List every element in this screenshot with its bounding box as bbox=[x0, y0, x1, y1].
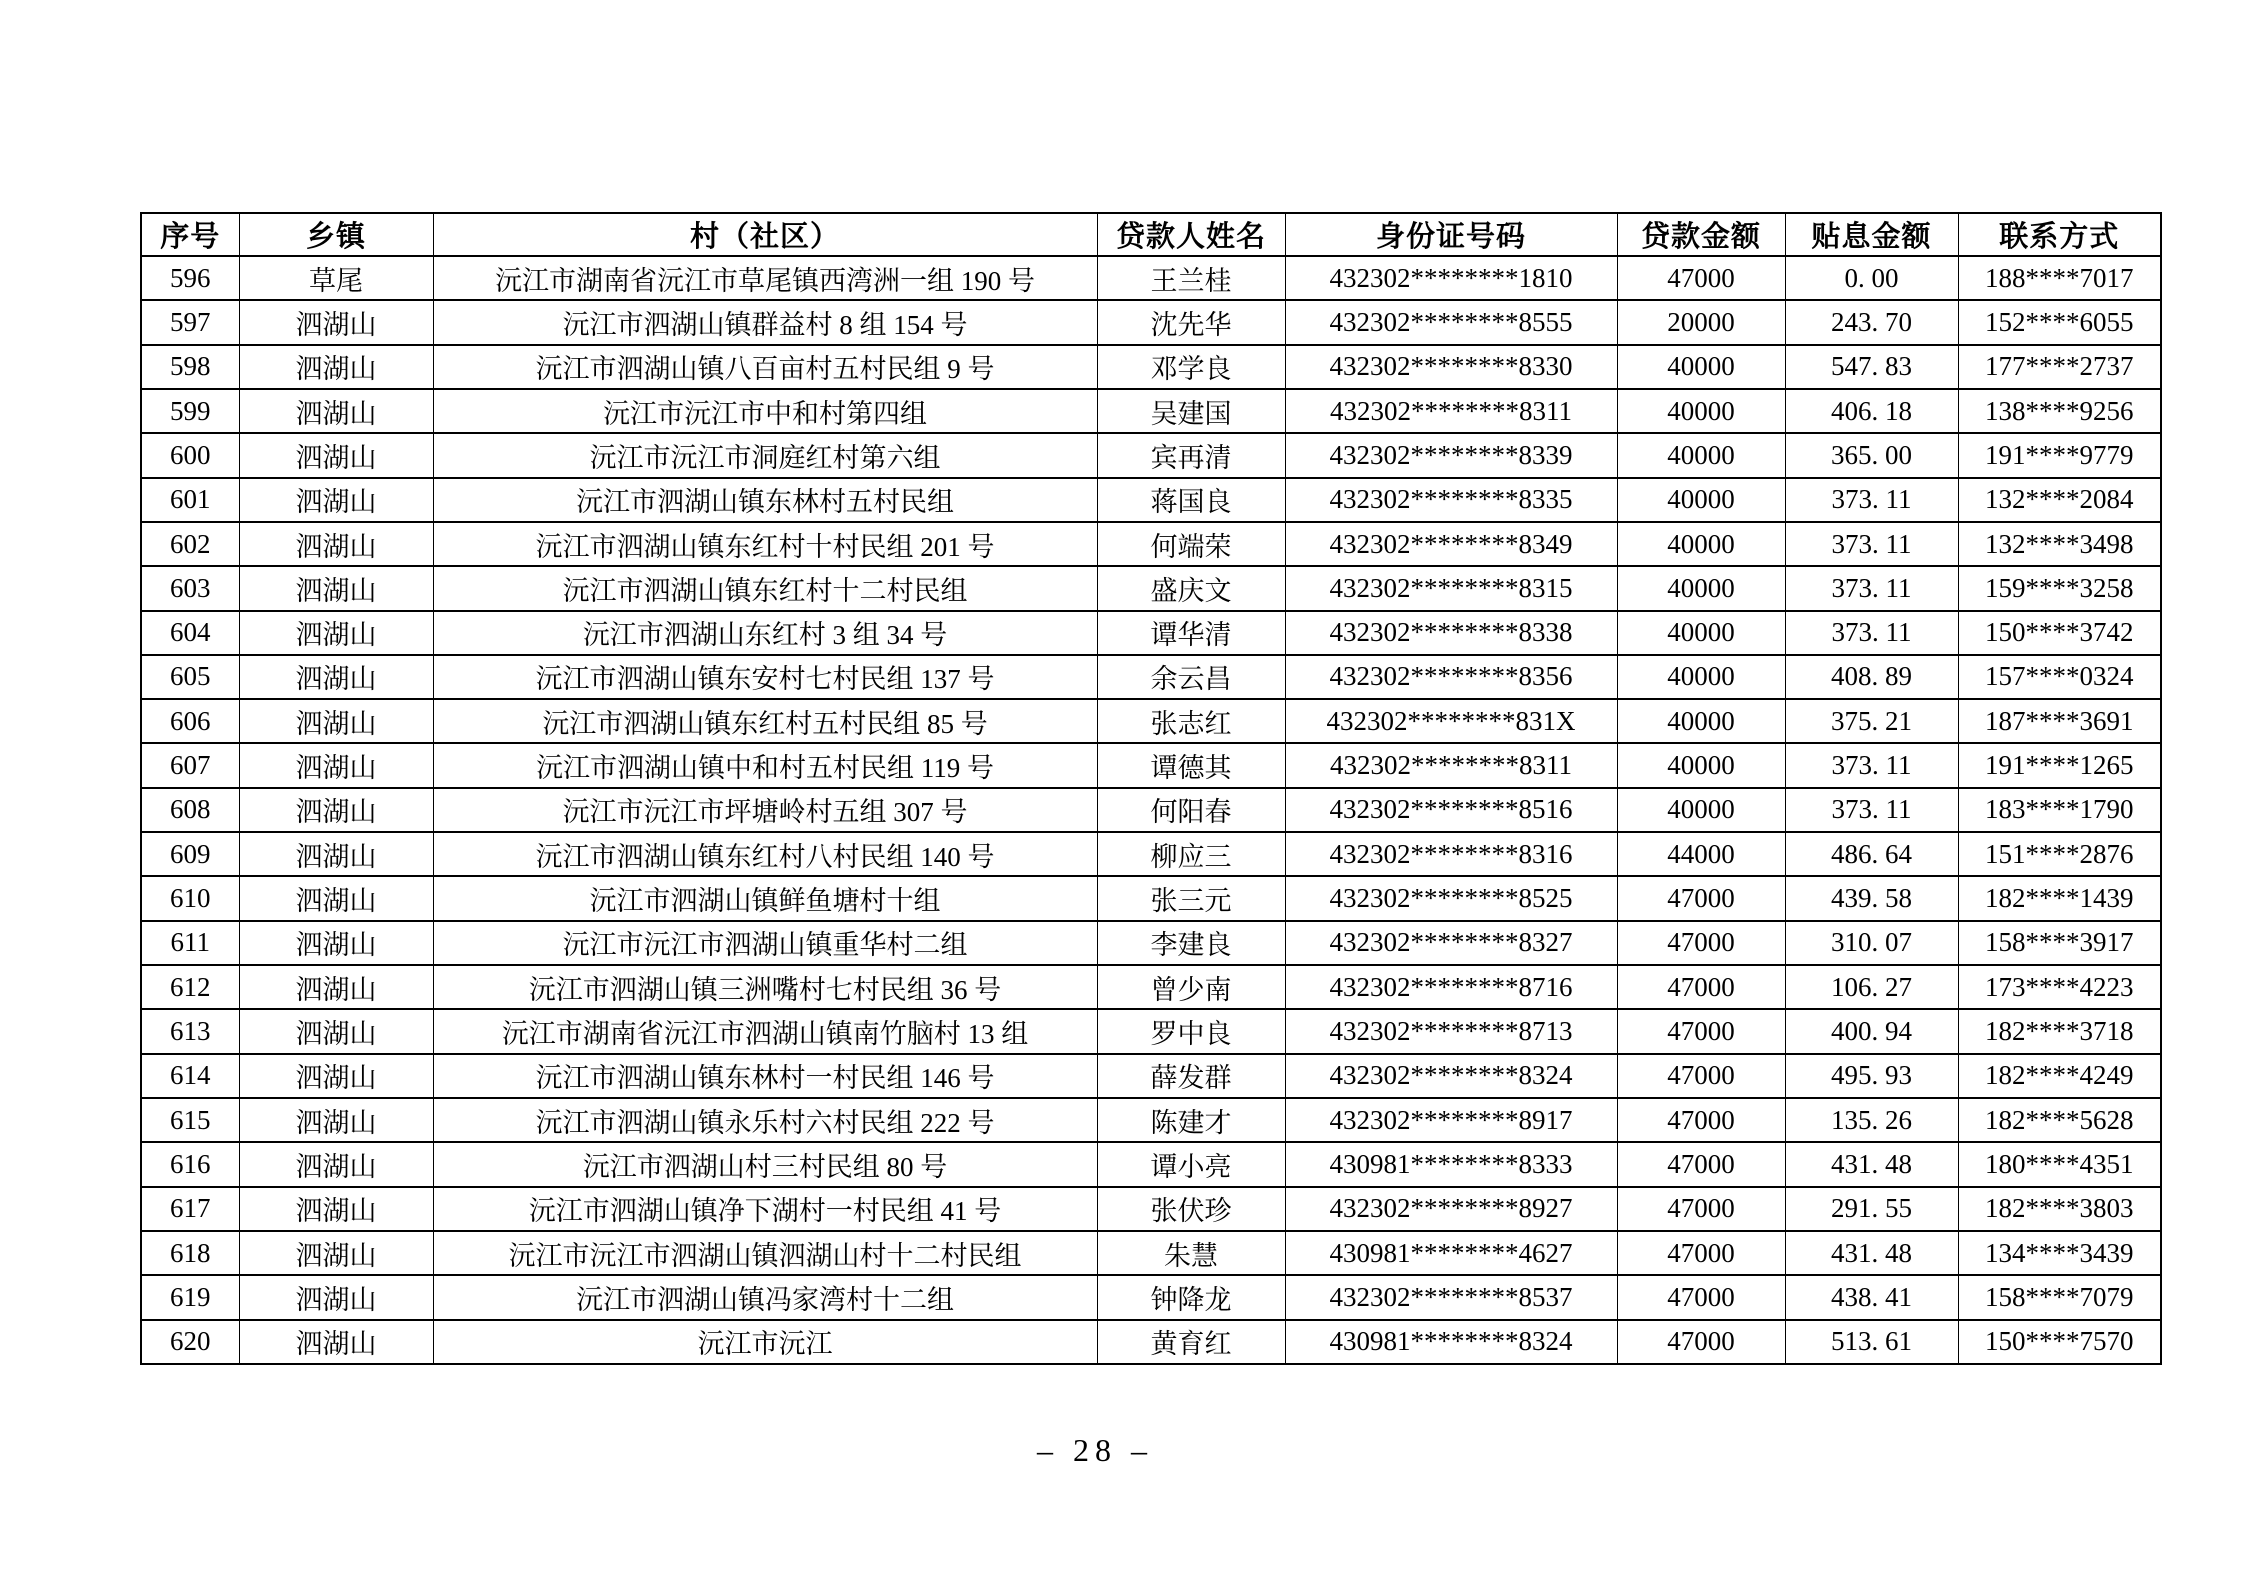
table-body bbox=[141, 256, 2161, 1364]
cell-index: 598 bbox=[141, 345, 239, 389]
table-row bbox=[141, 1142, 2161, 1186]
cell-subsidy-amount: 373. 11 bbox=[1785, 788, 1958, 832]
cell-contact: 183****1790 bbox=[1958, 788, 2161, 832]
cell-index: 599 bbox=[141, 389, 239, 433]
cell-index: 603 bbox=[141, 566, 239, 610]
cell-village: 沅江市泗湖山镇冯家湾村十二组 bbox=[433, 1275, 1097, 1319]
cell-loan-amount: 40000 bbox=[1617, 478, 1785, 522]
column-header-borrower-name: 贷款人姓名 bbox=[1097, 213, 1285, 256]
cell-township: 泗湖山 bbox=[239, 522, 433, 566]
cell-loan-amount: 40000 bbox=[1617, 433, 1785, 477]
cell-id-number: 430981********8333 bbox=[1285, 1142, 1617, 1186]
cell-village: 沅江市沅江市泗湖山镇重华村二组 bbox=[433, 921, 1097, 965]
cell-township: 泗湖山 bbox=[239, 743, 433, 787]
table-row bbox=[141, 1275, 2161, 1319]
cell-loan-amount: 47000 bbox=[1617, 1187, 1785, 1231]
cell-index: 618 bbox=[141, 1231, 239, 1275]
cell-township: 泗湖山 bbox=[239, 566, 433, 610]
cell-index: 607 bbox=[141, 743, 239, 787]
cell-index: 602 bbox=[141, 522, 239, 566]
cell-borrower-name: 沈先华 bbox=[1097, 300, 1285, 344]
cell-index: 601 bbox=[141, 478, 239, 522]
cell-id-number: 432302********1810 bbox=[1285, 256, 1617, 300]
cell-index: 620 bbox=[141, 1320, 239, 1365]
cell-contact: 150****7570 bbox=[1958, 1320, 2161, 1365]
cell-township: 草尾 bbox=[239, 256, 433, 300]
cell-index: 596 bbox=[141, 256, 239, 300]
cell-township: 泗湖山 bbox=[239, 1320, 433, 1365]
cell-township: 泗湖山 bbox=[239, 921, 433, 965]
cell-loan-amount: 20000 bbox=[1617, 300, 1785, 344]
column-header-index: 序号 bbox=[141, 213, 239, 256]
cell-loan-amount: 47000 bbox=[1617, 1275, 1785, 1319]
table-row bbox=[141, 256, 2161, 300]
cell-loan-amount: 40000 bbox=[1617, 611, 1785, 655]
cell-borrower-name: 薛发群 bbox=[1097, 1054, 1285, 1098]
table-row bbox=[141, 566, 2161, 610]
cell-id-number: 432302********8555 bbox=[1285, 300, 1617, 344]
table-row bbox=[141, 1231, 2161, 1275]
cell-subsidy-amount: 547. 83 bbox=[1785, 345, 1958, 389]
cell-subsidy-amount: 365. 00 bbox=[1785, 433, 1958, 477]
cell-contact: 132****3498 bbox=[1958, 522, 2161, 566]
table-row bbox=[141, 1054, 2161, 1098]
cell-id-number: 432302********8335 bbox=[1285, 478, 1617, 522]
cell-id-number: 432302********8324 bbox=[1285, 1054, 1617, 1098]
cell-village: 沅江市沅江 bbox=[433, 1320, 1097, 1365]
cell-loan-amount: 47000 bbox=[1617, 1098, 1785, 1142]
cell-loan-amount: 47000 bbox=[1617, 1009, 1785, 1053]
table-row bbox=[141, 788, 2161, 832]
cell-village: 沅江市泗湖山镇东林村五村民组 bbox=[433, 478, 1097, 522]
cell-index: 615 bbox=[141, 1098, 239, 1142]
cell-village: 沅江市泗湖山镇东红村十村民组 201 号 bbox=[433, 522, 1097, 566]
table-row bbox=[141, 965, 2161, 1009]
cell-index: 612 bbox=[141, 965, 239, 1009]
table-row bbox=[141, 876, 2161, 920]
cell-index: 611 bbox=[141, 921, 239, 965]
cell-village: 沅江市湖南省沅江市草尾镇西湾洲一组 190 号 bbox=[433, 256, 1097, 300]
cell-subsidy-amount: 438. 41 bbox=[1785, 1275, 1958, 1319]
cell-subsidy-amount: 106. 27 bbox=[1785, 965, 1958, 1009]
cell-id-number: 430981********8324 bbox=[1285, 1320, 1617, 1365]
cell-id-number: 432302********8339 bbox=[1285, 433, 1617, 477]
cell-contact: 152****6055 bbox=[1958, 300, 2161, 344]
cell-village: 沅江市泗湖山镇八百亩村五村民组 9 号 bbox=[433, 345, 1097, 389]
table-row bbox=[141, 1098, 2161, 1142]
cell-contact: 191****1265 bbox=[1958, 743, 2161, 787]
table-row bbox=[141, 611, 2161, 655]
cell-index: 597 bbox=[141, 300, 239, 344]
table-row bbox=[141, 699, 2161, 743]
cell-index: 613 bbox=[141, 1009, 239, 1053]
table-header bbox=[141, 213, 2161, 256]
cell-id-number: 432302********8927 bbox=[1285, 1187, 1617, 1231]
cell-township: 泗湖山 bbox=[239, 1142, 433, 1186]
cell-contact: 182****3718 bbox=[1958, 1009, 2161, 1053]
cell-borrower-name: 谭德其 bbox=[1097, 743, 1285, 787]
cell-loan-amount: 47000 bbox=[1617, 1142, 1785, 1186]
cell-id-number: 432302********8315 bbox=[1285, 566, 1617, 610]
column-header-village: 村（社区） bbox=[433, 213, 1097, 256]
table-row bbox=[141, 743, 2161, 787]
column-header-id-number: 身份证号码 bbox=[1285, 213, 1617, 256]
cell-borrower-name: 谭华清 bbox=[1097, 611, 1285, 655]
cell-subsidy-amount: 0. 00 bbox=[1785, 256, 1958, 300]
cell-contact: 187****3691 bbox=[1958, 699, 2161, 743]
cell-subsidy-amount: 135. 26 bbox=[1785, 1098, 1958, 1142]
cell-village: 沅江市泗湖山镇东红村十二村民组 bbox=[433, 566, 1097, 610]
cell-id-number: 432302********8356 bbox=[1285, 655, 1617, 699]
cell-village: 沅江市泗湖山镇净下湖村一村民组 41 号 bbox=[433, 1187, 1097, 1231]
column-header-subsidy-amount: 贴息金额 bbox=[1785, 213, 1958, 256]
cell-subsidy-amount: 400. 94 bbox=[1785, 1009, 1958, 1053]
cell-village: 沅江市泗湖山镇永乐村六村民组 222 号 bbox=[433, 1098, 1097, 1142]
cell-village: 沅江市泗湖山镇东红村五村民组 85 号 bbox=[433, 699, 1097, 743]
table-row bbox=[141, 1320, 2161, 1365]
cell-loan-amount: 40000 bbox=[1617, 699, 1785, 743]
cell-borrower-name: 朱慧 bbox=[1097, 1231, 1285, 1275]
cell-borrower-name: 李建良 bbox=[1097, 921, 1285, 965]
cell-contact: 188****7017 bbox=[1958, 256, 2161, 300]
cell-id-number: 432302********8537 bbox=[1285, 1275, 1617, 1319]
column-header-loan-amount: 贷款金额 bbox=[1617, 213, 1785, 256]
cell-id-number: 432302********8316 bbox=[1285, 832, 1617, 876]
cell-village: 沅江市湖南省沅江市泗湖山镇南竹脑村 13 组 bbox=[433, 1009, 1097, 1053]
cell-contact: 138****9256 bbox=[1958, 389, 2161, 433]
cell-contact: 182****5628 bbox=[1958, 1098, 2161, 1142]
cell-id-number: 432302********8311 bbox=[1285, 389, 1617, 433]
cell-township: 泗湖山 bbox=[239, 611, 433, 655]
table-row bbox=[141, 921, 2161, 965]
cell-village: 沅江市沅江市泗湖山镇泗湖山村十二村民组 bbox=[433, 1231, 1097, 1275]
table-row bbox=[141, 478, 2161, 522]
cell-loan-amount: 40000 bbox=[1617, 345, 1785, 389]
cell-subsidy-amount: 406. 18 bbox=[1785, 389, 1958, 433]
cell-contact: 157****0324 bbox=[1958, 655, 2161, 699]
table-row bbox=[141, 345, 2161, 389]
cell-contact: 158****3917 bbox=[1958, 921, 2161, 965]
cell-id-number: 432302********8713 bbox=[1285, 1009, 1617, 1053]
cell-borrower-name: 吴建国 bbox=[1097, 389, 1285, 433]
cell-subsidy-amount: 373. 11 bbox=[1785, 743, 1958, 787]
cell-loan-amount: 40000 bbox=[1617, 522, 1785, 566]
cell-township: 泗湖山 bbox=[239, 876, 433, 920]
cell-loan-amount: 47000 bbox=[1617, 1320, 1785, 1365]
cell-borrower-name: 钟降龙 bbox=[1097, 1275, 1285, 1319]
cell-loan-amount: 47000 bbox=[1617, 1231, 1785, 1275]
cell-id-number: 432302********8516 bbox=[1285, 788, 1617, 832]
cell-contact: 173****4223 bbox=[1958, 965, 2161, 1009]
cell-village: 沅江市泗湖山镇中和村五村民组 119 号 bbox=[433, 743, 1097, 787]
cell-subsidy-amount: 495. 93 bbox=[1785, 1054, 1958, 1098]
cell-id-number: 432302********8311 bbox=[1285, 743, 1617, 787]
cell-subsidy-amount: 486. 64 bbox=[1785, 832, 1958, 876]
cell-borrower-name: 王兰桂 bbox=[1097, 256, 1285, 300]
loan-subsidy-table bbox=[140, 212, 2162, 1365]
cell-contact: 182****3803 bbox=[1958, 1187, 2161, 1231]
cell-village: 沅江市泗湖山镇群益村 8 组 154 号 bbox=[433, 300, 1097, 344]
cell-contact: 191****9779 bbox=[1958, 433, 2161, 477]
cell-loan-amount: 40000 bbox=[1617, 743, 1785, 787]
cell-contact: 182****1439 bbox=[1958, 876, 2161, 920]
cell-index: 617 bbox=[141, 1187, 239, 1231]
cell-village: 沅江市沅江市中和村第四组 bbox=[433, 389, 1097, 433]
cell-id-number: 432302********8525 bbox=[1285, 876, 1617, 920]
cell-subsidy-amount: 373. 11 bbox=[1785, 566, 1958, 610]
cell-village: 沅江市沅江市坪塘岭村五组 307 号 bbox=[433, 788, 1097, 832]
cell-borrower-name: 蒋国良 bbox=[1097, 478, 1285, 522]
cell-subsidy-amount: 408. 89 bbox=[1785, 655, 1958, 699]
cell-contact: 182****4249 bbox=[1958, 1054, 2161, 1098]
cell-borrower-name: 盛庆文 bbox=[1097, 566, 1285, 610]
cell-township: 泗湖山 bbox=[239, 1098, 433, 1142]
cell-loan-amount: 47000 bbox=[1617, 1054, 1785, 1098]
cell-id-number: 432302********8917 bbox=[1285, 1098, 1617, 1142]
cell-id-number: 432302********831X bbox=[1285, 699, 1617, 743]
cell-township: 泗湖山 bbox=[239, 1187, 433, 1231]
cell-subsidy-amount: 431. 48 bbox=[1785, 1231, 1958, 1275]
cell-borrower-name: 张三元 bbox=[1097, 876, 1285, 920]
table-row bbox=[141, 433, 2161, 477]
cell-village: 沅江市泗湖山镇鲜鱼塘村十组 bbox=[433, 876, 1097, 920]
table-row bbox=[141, 1009, 2161, 1053]
cell-index: 600 bbox=[141, 433, 239, 477]
column-header-contact: 联系方式 bbox=[1958, 213, 2161, 256]
cell-loan-amount: 44000 bbox=[1617, 832, 1785, 876]
cell-index: 609 bbox=[141, 832, 239, 876]
cell-subsidy-amount: 243. 70 bbox=[1785, 300, 1958, 344]
cell-borrower-name: 罗中良 bbox=[1097, 1009, 1285, 1053]
cell-subsidy-amount: 375. 21 bbox=[1785, 699, 1958, 743]
table-header-row bbox=[141, 213, 2161, 256]
cell-loan-amount: 40000 bbox=[1617, 566, 1785, 610]
cell-township: 泗湖山 bbox=[239, 832, 433, 876]
cell-township: 泗湖山 bbox=[239, 965, 433, 1009]
table-row bbox=[141, 832, 2161, 876]
cell-borrower-name: 宾再清 bbox=[1097, 433, 1285, 477]
cell-loan-amount: 40000 bbox=[1617, 788, 1785, 832]
cell-borrower-name: 黄育红 bbox=[1097, 1320, 1285, 1365]
cell-subsidy-amount: 373. 11 bbox=[1785, 478, 1958, 522]
cell-subsidy-amount: 513. 61 bbox=[1785, 1320, 1958, 1365]
cell-borrower-name: 何端荣 bbox=[1097, 522, 1285, 566]
cell-subsidy-amount: 373. 11 bbox=[1785, 522, 1958, 566]
cell-township: 泗湖山 bbox=[239, 300, 433, 344]
cell-borrower-name: 谭小亮 bbox=[1097, 1142, 1285, 1186]
cell-township: 泗湖山 bbox=[239, 478, 433, 522]
cell-contact: 150****3742 bbox=[1958, 611, 2161, 655]
cell-id-number: 430981********4627 bbox=[1285, 1231, 1617, 1275]
cell-loan-amount: 47000 bbox=[1617, 965, 1785, 1009]
cell-contact: 180****4351 bbox=[1958, 1142, 2161, 1186]
cell-index: 616 bbox=[141, 1142, 239, 1186]
cell-index: 604 bbox=[141, 611, 239, 655]
page-number: – 28 – bbox=[1037, 1432, 1153, 1468]
cell-loan-amount: 40000 bbox=[1617, 389, 1785, 433]
cell-township: 泗湖山 bbox=[239, 389, 433, 433]
cell-index: 605 bbox=[141, 655, 239, 699]
cell-id-number: 432302********8330 bbox=[1285, 345, 1617, 389]
cell-index: 610 bbox=[141, 876, 239, 920]
cell-subsidy-amount: 439. 58 bbox=[1785, 876, 1958, 920]
cell-township: 泗湖山 bbox=[239, 1009, 433, 1053]
cell-township: 泗湖山 bbox=[239, 1231, 433, 1275]
cell-village: 沅江市泗湖山镇三洲嘴村七村民组 36 号 bbox=[433, 965, 1097, 1009]
cell-subsidy-amount: 291. 55 bbox=[1785, 1187, 1958, 1231]
cell-index: 614 bbox=[141, 1054, 239, 1098]
cell-id-number: 432302********8338 bbox=[1285, 611, 1617, 655]
cell-village: 沅江市沅江市洞庭红村第六组 bbox=[433, 433, 1097, 477]
cell-subsidy-amount: 373. 11 bbox=[1785, 611, 1958, 655]
cell-borrower-name: 余云昌 bbox=[1097, 655, 1285, 699]
cell-index: 606 bbox=[141, 699, 239, 743]
cell-subsidy-amount: 431. 48 bbox=[1785, 1142, 1958, 1186]
cell-loan-amount: 47000 bbox=[1617, 256, 1785, 300]
cell-borrower-name: 张志红 bbox=[1097, 699, 1285, 743]
cell-contact: 158****7079 bbox=[1958, 1275, 2161, 1319]
cell-index: 619 bbox=[141, 1275, 239, 1319]
cell-borrower-name: 陈建才 bbox=[1097, 1098, 1285, 1142]
cell-township: 泗湖山 bbox=[239, 699, 433, 743]
table-row bbox=[141, 300, 2161, 344]
cell-id-number: 432302********8327 bbox=[1285, 921, 1617, 965]
cell-village: 沅江市泗湖山村三村民组 80 号 bbox=[433, 1142, 1097, 1186]
cell-borrower-name: 何阳春 bbox=[1097, 788, 1285, 832]
cell-borrower-name: 张伏珍 bbox=[1097, 1187, 1285, 1231]
table-row bbox=[141, 655, 2161, 699]
cell-township: 泗湖山 bbox=[239, 1054, 433, 1098]
cell-village: 沅江市泗湖山镇东林村一村民组 146 号 bbox=[433, 1054, 1097, 1098]
cell-village: 沅江市泗湖山东红村 3 组 34 号 bbox=[433, 611, 1097, 655]
table-row bbox=[141, 389, 2161, 433]
cell-township: 泗湖山 bbox=[239, 788, 433, 832]
cell-contact: 151****2876 bbox=[1958, 832, 2161, 876]
cell-township: 泗湖山 bbox=[239, 433, 433, 477]
cell-township: 泗湖山 bbox=[239, 345, 433, 389]
cell-loan-amount: 40000 bbox=[1617, 655, 1785, 699]
cell-contact: 177****2737 bbox=[1958, 345, 2161, 389]
cell-subsidy-amount: 310. 07 bbox=[1785, 921, 1958, 965]
cell-borrower-name: 柳应三 bbox=[1097, 832, 1285, 876]
cell-village: 沅江市泗湖山镇东安村七村民组 137 号 bbox=[433, 655, 1097, 699]
cell-id-number: 432302********8716 bbox=[1285, 965, 1617, 1009]
cell-contact: 132****2084 bbox=[1958, 478, 2161, 522]
cell-township: 泗湖山 bbox=[239, 655, 433, 699]
cell-borrower-name: 曾少南 bbox=[1097, 965, 1285, 1009]
cell-township: 泗湖山 bbox=[239, 1275, 433, 1319]
cell-contact: 134****3439 bbox=[1958, 1231, 2161, 1275]
cell-index: 608 bbox=[141, 788, 239, 832]
cell-loan-amount: 47000 bbox=[1617, 921, 1785, 965]
table-row bbox=[141, 522, 2161, 566]
cell-contact: 159****3258 bbox=[1958, 566, 2161, 610]
cell-borrower-name: 邓学良 bbox=[1097, 345, 1285, 389]
column-header-township: 乡镇 bbox=[239, 213, 433, 256]
table-row bbox=[141, 1187, 2161, 1231]
cell-village: 沅江市泗湖山镇东红村八村民组 140 号 bbox=[433, 832, 1097, 876]
cell-id-number: 432302********8349 bbox=[1285, 522, 1617, 566]
cell-loan-amount: 47000 bbox=[1617, 876, 1785, 920]
